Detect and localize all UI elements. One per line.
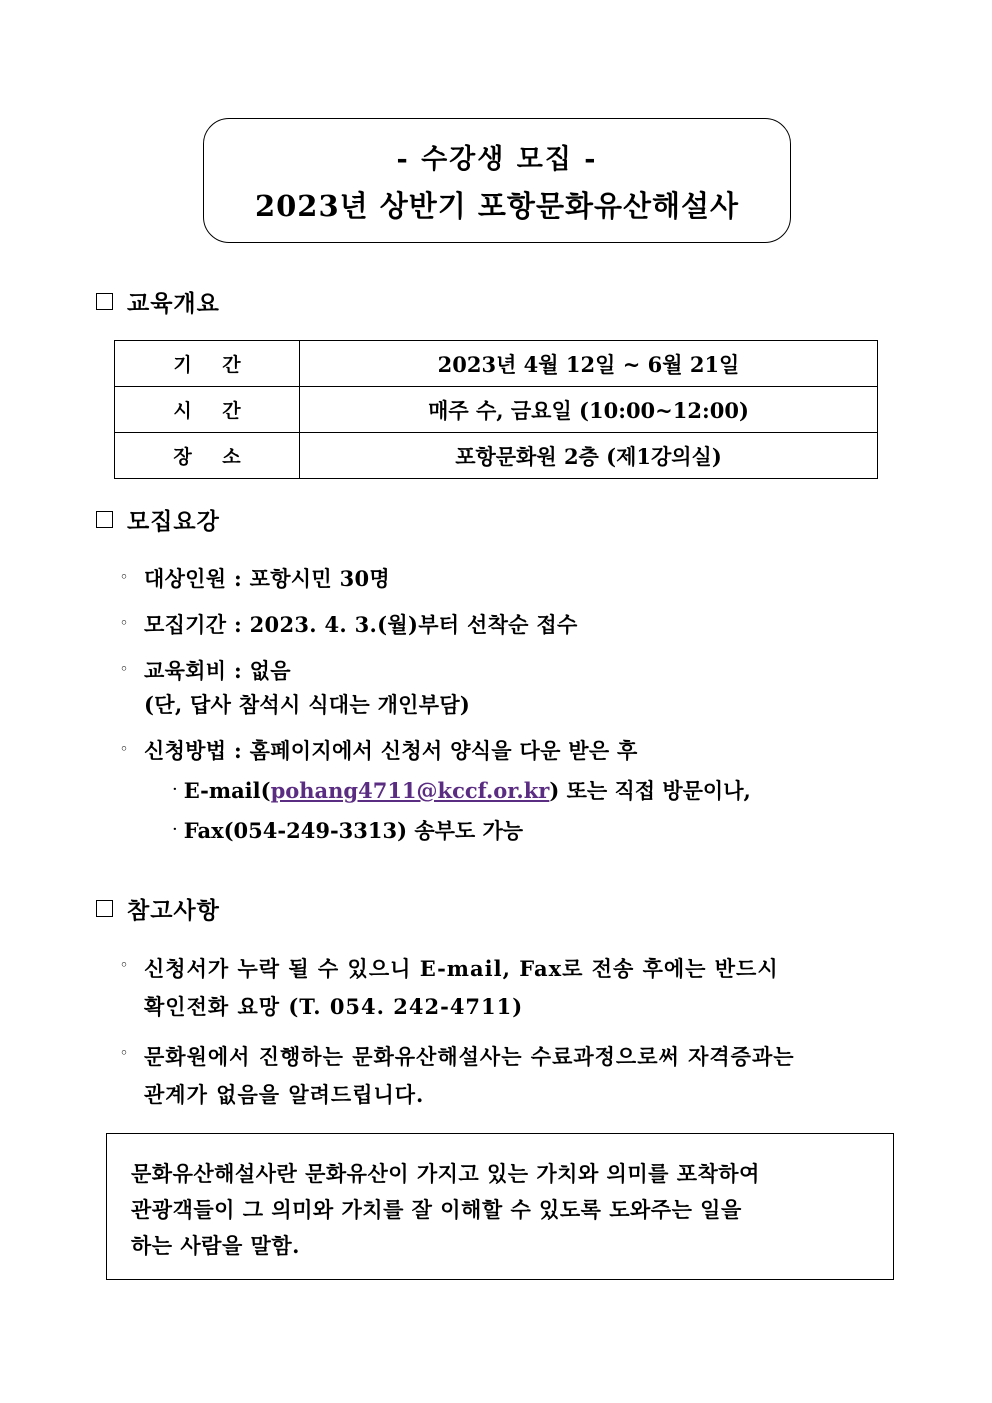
section-heading-recruit-label: 모집요강 xyxy=(127,508,220,535)
table-cell-value: 2023년 4월 12일 ~ 6월 21일 xyxy=(300,341,878,387)
title-box xyxy=(203,118,791,243)
list-item-block xyxy=(144,734,751,848)
table-cell-label: 기 간 xyxy=(115,341,300,387)
table-row xyxy=(115,341,878,387)
list-item-text: 대상인원 : 포항시민 30명 xyxy=(144,566,390,591)
circle-bullet-icon: ◦ xyxy=(119,660,129,678)
circle-bullet-icon: ◦ xyxy=(119,740,129,758)
email-suffix: ) 또는 직접 방문이나, xyxy=(549,778,751,803)
definition-box xyxy=(106,1133,894,1280)
list-item-block xyxy=(144,1038,795,1114)
section-heading-overview-label: 교육개요 xyxy=(127,290,220,317)
list-item-block xyxy=(144,654,470,722)
definition-line-1: 문화유산해설사란 문화유산이 가지고 있는 가치와 의미를 포착하여 xyxy=(131,1161,760,1186)
table-cell-label: 시 간 xyxy=(115,387,300,433)
recruit-list xyxy=(118,562,918,860)
email-link[interactable]: pohang4711@kccf.or.kr xyxy=(270,778,550,803)
circle-bullet-icon: ◦ xyxy=(119,1044,129,1062)
list-item xyxy=(118,654,918,722)
sub-line-email xyxy=(172,774,751,808)
overview-table xyxy=(114,340,878,479)
definition-line-2: 관광객들이 그 의미와 가치를 잘 이해할 수 있도록 도와주는 일을 xyxy=(131,1197,742,1222)
table-row xyxy=(115,387,878,433)
title-main: 2023년 상반기 포항문화유산해설사 xyxy=(254,188,740,223)
list-item-text: 신청서가 누락 될 수 있으니 E-mail, Fax로 전송 후에는 반드시 xyxy=(144,956,779,981)
section-heading-notes xyxy=(96,892,220,925)
table-cell-value: 포항문화원 2층 (제1강의실) xyxy=(300,433,878,479)
email-prefix: E-mail( xyxy=(183,778,271,803)
list-item-text-cont: 확인전화 요망 (T. 054. 242-4711) xyxy=(144,994,524,1019)
sub-line-fax-text: Fax(054-249-3313) 송부도 가능 xyxy=(183,818,524,843)
list-item xyxy=(118,1038,918,1114)
list-item-text-cont: 관계가 없음을 알려드립니다. xyxy=(144,1082,425,1107)
sub-line-email-text xyxy=(184,774,751,808)
list-item-text: 신청방법 : 홈페이지에서 신청서 양식을 다운 받은 후 xyxy=(144,738,638,763)
section-heading-overview xyxy=(96,285,220,318)
list-item xyxy=(118,608,918,642)
notes-list xyxy=(118,950,918,1126)
list-item-subtext: (단, 답사 참석시 식대는 개인부담) xyxy=(144,692,471,717)
circle-bullet-icon: ◦ xyxy=(119,956,129,974)
checkbox-icon xyxy=(96,511,113,528)
dot-bullet-icon: · xyxy=(172,779,178,800)
list-item xyxy=(118,734,918,848)
checkbox-icon xyxy=(96,900,113,917)
list-item xyxy=(118,950,918,1026)
list-item-text: 교육회비 : 없음 xyxy=(144,658,291,683)
title-subtitle: - 수강생 모집 - xyxy=(396,143,598,175)
list-item xyxy=(118,562,918,596)
list-item-block xyxy=(144,950,779,1026)
checkbox-icon xyxy=(96,293,113,310)
sub-line-fax xyxy=(172,814,751,848)
dot-bullet-icon: · xyxy=(172,819,178,840)
table-row xyxy=(115,433,878,479)
table-cell-label: 장 소 xyxy=(115,433,300,479)
section-heading-notes-label: 참고사항 xyxy=(127,897,220,924)
circle-bullet-icon: ◦ xyxy=(119,568,129,586)
section-heading-recruit xyxy=(96,503,220,536)
list-item-text: 모집기간 : 2023. 4. 3.(월)부터 선착순 접수 xyxy=(144,612,578,637)
definition-line-3: 하는 사람을 말함. xyxy=(131,1233,300,1258)
circle-bullet-icon: ◦ xyxy=(119,614,129,632)
table-cell-value: 매주 수, 금요일 (10:00~12:00) xyxy=(300,387,878,433)
list-item-text: 문화원에서 진행하는 문화유산해설사는 수료과정으로써 자격증과는 xyxy=(144,1044,795,1069)
